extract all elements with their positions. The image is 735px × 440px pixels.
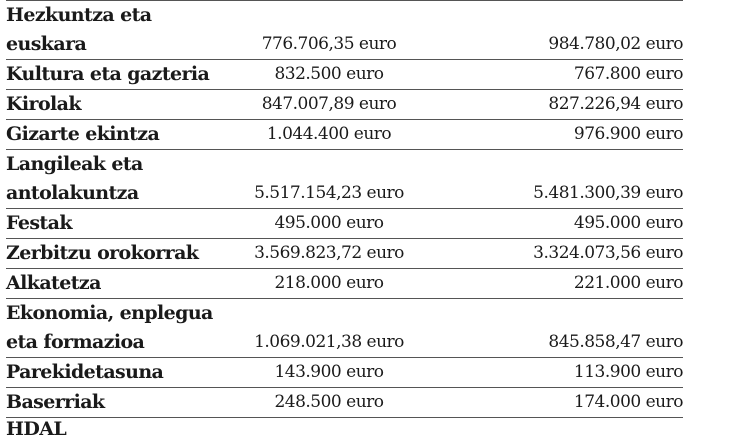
department-name bbox=[6, 150, 241, 209]
department-name-line: Kirolak bbox=[6, 93, 81, 115]
table-row-partial bbox=[6, 418, 683, 431]
table-row bbox=[6, 239, 683, 269]
department-name-line: Gizarte ekintza bbox=[6, 123, 160, 145]
department-name bbox=[6, 1, 241, 60]
amount-column-1: 5.517.154,23 euro bbox=[254, 183, 404, 203]
table-row bbox=[6, 150, 683, 209]
department-name bbox=[6, 239, 241, 269]
amount-column-2: 495.000 euro bbox=[573, 213, 683, 233]
amount-column-2-empty bbox=[417, 418, 683, 431]
table-row bbox=[6, 269, 683, 299]
table-row bbox=[6, 60, 683, 90]
table-row bbox=[6, 388, 683, 418]
amount-column-1: 495.000 euro bbox=[274, 213, 384, 233]
amount-column-2: 3.324.073,56 euro bbox=[533, 243, 683, 263]
department-name bbox=[6, 388, 241, 418]
amount-column-1: 1.044.400 euro bbox=[266, 124, 392, 144]
department-name bbox=[6, 269, 241, 299]
department-name-line: HDAL bbox=[6, 418, 67, 440]
department-name bbox=[6, 358, 241, 388]
amount-column-2: 767.800 euro bbox=[573, 64, 683, 84]
amount-column-1: 218.000 euro bbox=[274, 273, 384, 293]
amount-column-1: 3.569.823,72 euro bbox=[254, 243, 404, 263]
department-name-line: Alkatetza bbox=[6, 272, 101, 294]
department-name bbox=[6, 299, 241, 358]
department-name bbox=[6, 209, 241, 239]
amount-column-1: 776.706,35 euro bbox=[261, 34, 397, 54]
table-row bbox=[6, 90, 683, 120]
amount-column-1: 248.500 euro bbox=[274, 392, 384, 412]
amount-column-1: 1.069.021,38 euro bbox=[254, 332, 404, 352]
amount-column-2: 221.000 euro bbox=[573, 273, 683, 293]
department-name-line: eta formazioa bbox=[6, 331, 145, 353]
department-name-line: Baserriak bbox=[6, 391, 105, 413]
amount-column-1: 847.007,89 euro bbox=[261, 94, 397, 114]
amount-column-1: 143.900 euro bbox=[274, 362, 384, 382]
department-name-line: Kultura eta gazteria bbox=[6, 63, 210, 85]
amount-column-2: 845.858,47 euro bbox=[548, 332, 683, 352]
table-row bbox=[6, 358, 683, 388]
amount-column-2: 984.780,02 euro bbox=[548, 34, 683, 54]
department-name-line: Ekonomia, enplegua bbox=[6, 302, 213, 324]
amount-column-1: 832.500 euro bbox=[274, 64, 384, 84]
table-row bbox=[6, 299, 683, 358]
table-row bbox=[6, 120, 683, 150]
department-name-line: antolakuntza bbox=[6, 182, 139, 204]
amount-column-1-empty bbox=[241, 418, 417, 431]
amount-column-2: 174.000 euro bbox=[573, 392, 683, 412]
budget-table bbox=[6, 0, 683, 440]
department-name-line: Parekidetasuna bbox=[6, 361, 164, 383]
department-name-line: Hezkuntza eta bbox=[6, 4, 152, 26]
department-name-partial bbox=[6, 418, 241, 440]
amount-column-2: 976.900 euro bbox=[573, 124, 683, 144]
table-row bbox=[6, 1, 683, 60]
table-row bbox=[6, 209, 683, 239]
department-name-line: Zerbitzu orokorrak bbox=[6, 242, 199, 264]
amount-column-2: 5.481.300,39 euro bbox=[533, 183, 683, 203]
department-name-line: euskara bbox=[6, 33, 87, 55]
department-name bbox=[6, 90, 241, 120]
department-name-line: Festak bbox=[6, 212, 72, 234]
department-name bbox=[6, 60, 241, 90]
department-name bbox=[6, 120, 241, 150]
department-name-line: Langileak eta bbox=[6, 153, 143, 175]
amount-column-2: 113.900 euro bbox=[573, 362, 683, 382]
amount-column-2: 827.226,94 euro bbox=[548, 94, 683, 114]
